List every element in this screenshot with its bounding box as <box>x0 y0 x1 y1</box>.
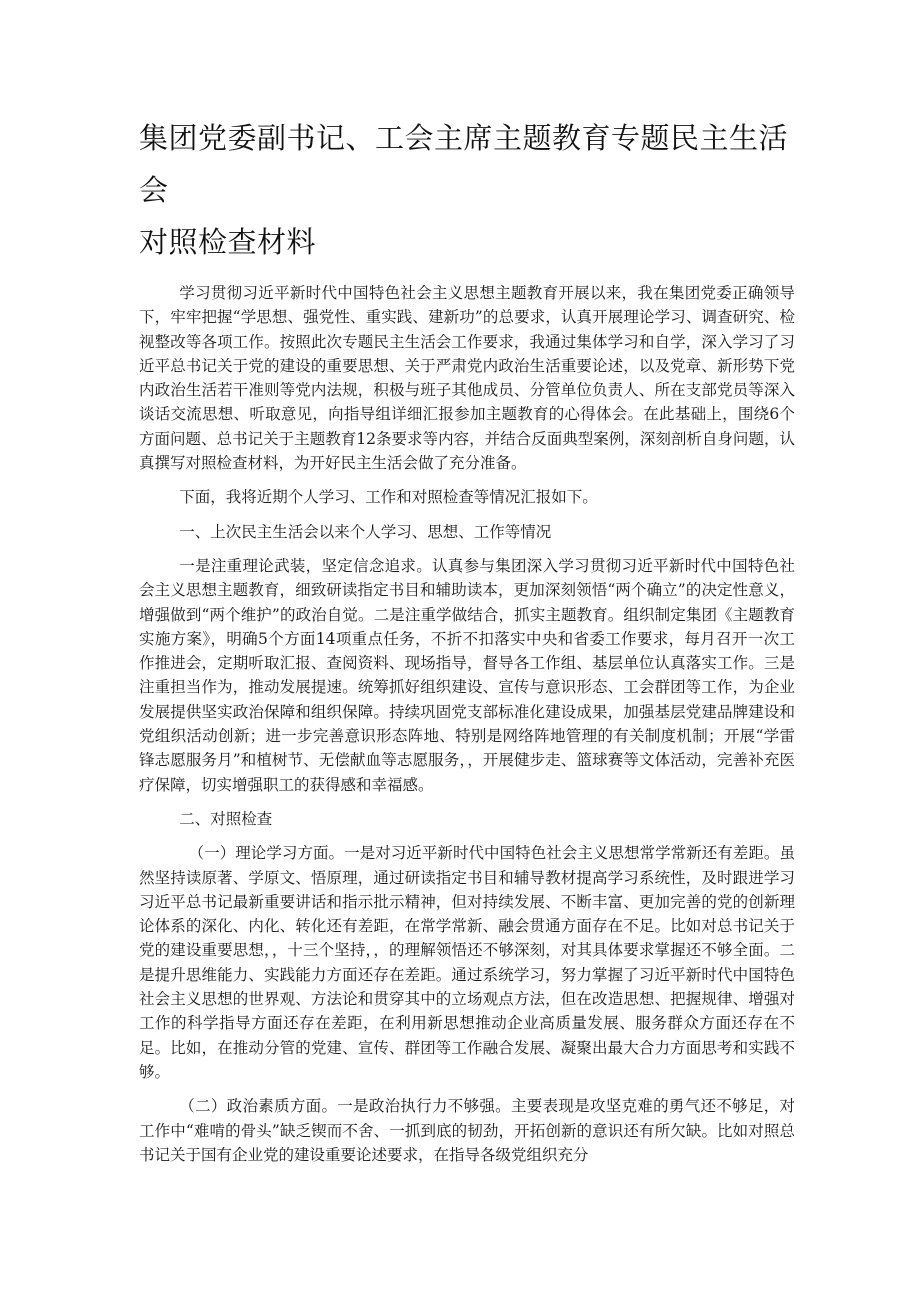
section-heading-1: 一、上次民主生活会以来个人学习、思想、工作等情况 <box>179 522 552 541</box>
paragraph-report-lead: 下面，我将近期个人学习、工作和对照检查等情况汇报如下。 <box>179 488 598 507</box>
paragraph-section-1: 一是注重理论武装，坚定信念追求。认真参与集团深入学习贯彻习近平新时代中国特色社会主义思想主题教育，细致研读指定书目和辅助读本，更加深刻领悟“两个确立”的决定性意义，增强做到“两个维护”的政治自觉。二是注重学做结合，抓实主题教育。组织制定集团《主题教育实施方案》，明确5个方面14项重点任务，不折不扣落实中央和省委工作要求，每月召开一次工作推进会，定期听取汇报、查阅资料、现场指导，督导各工作组、基层单位认真落实工作。三是注重担当作为，推动发展提速。统筹抓好组织建设、宣传与意识形态、工会群团等工作，为企业发展提供坚实政治保障和组织保障。持续巩固党支部标准化建设成果，加强基层党建品牌建设和党组织活动创新；进一步完善意识形态阵地、特别是网络阵地管理的有关制度机制；开展“学雷锋志愿服务月”和植树节、无偿献血等志愿服务，，开展健步走、篮球赛等文体活动，完善补充医疗保障，切实增强职工的获得感和幸福感。 <box>139 556 795 794</box>
paragraph-theory-study: （一）理论学习方面。一是对习近平新时代中国特色社会主义思想常学常新还有差距。虽然坚持读原著、学原文、悟原理，通过研读指定书目和辅导教材提高学习系统性，及时跟进学习习近平总书记最新重要讲话和指示批示精神，但对持续发展、不断丰富、更加完善的党的创新理论体系的深化、内化、转化还有差距，在常学常新、融会贯通方面存在不足。比如对总书记关于党的建设重要思想，，十三个坚持，，的理解领悟还不够深刻，对其具体要求掌握还不够全面。二是提升思维能力、实践能力方面还存在差距。通过系统学习，努力掌握了习近平新时代中国特色社会主义思想的世界观、方法论和贯穿其中的立场观点方法，但在改造思想、把握规律、增强对工作的科学指导方面还存在差距，在利用新思想推动企业高质量发展、服务群众方面还存在不足。比如，在推动分管的党建、宣传、群团等工作融合发展、凝聚出最大合力方面思考和实践不够。 <box>139 844 795 1081</box>
document-body <box>139 281 795 1167</box>
document-title <box>139 112 795 268</box>
paragraph-intro: 学习贯彻习近平新时代中国特色社会主义思想主题教育开展以来，我在集团党委正确领导下，牢牢把握“学思想、强党性、重实践、建新功”的总要求，认真开展理论学习、调查研究、检视整改等各项工作。按照此次专题民主生活会工作要求，我通过集体学习和自学，深入学习了习近平总书记关于党的建设的重要思想、关于严肃党内政治生活重要论述，以及党章、新形势下党内政治生活若干准则等党内法规，积极与班子其他成员、分管单位负责人、所在支部党员等深入谈话交流思想、听取意见，向指导组详细汇报参加主题教育的心得体会。在此基础上，围绕6个方面问题、总书记关于主题教育12条要求等内容，并结合反面典型案例，深刻剖析自身问题，认真撰写对照检查材料，为开好民主生活会做了充分准备。 <box>139 284 795 473</box>
title-line-2: 对照检查材料 <box>139 225 317 259</box>
section-heading-2: 二、对照检查 <box>179 809 273 828</box>
title-line-1: 集团党委副书记、工会主席主题教育专题民主生活会 <box>139 121 789 207</box>
paragraph-political-quality: （二）政治素质方面。一是政治执行力不够强。主要表现是攻坚克难的勇气还不够足，对工作中“难啃的骨头”缺乏锲而不舍、一抓到底的韧劲，开拓创新的意识还有所欠缺。比如对照总书记关于国有企业党的建设重要论述要求，在指导各级党组织充分 <box>139 1097 795 1164</box>
document-page <box>139 112 795 1177</box>
